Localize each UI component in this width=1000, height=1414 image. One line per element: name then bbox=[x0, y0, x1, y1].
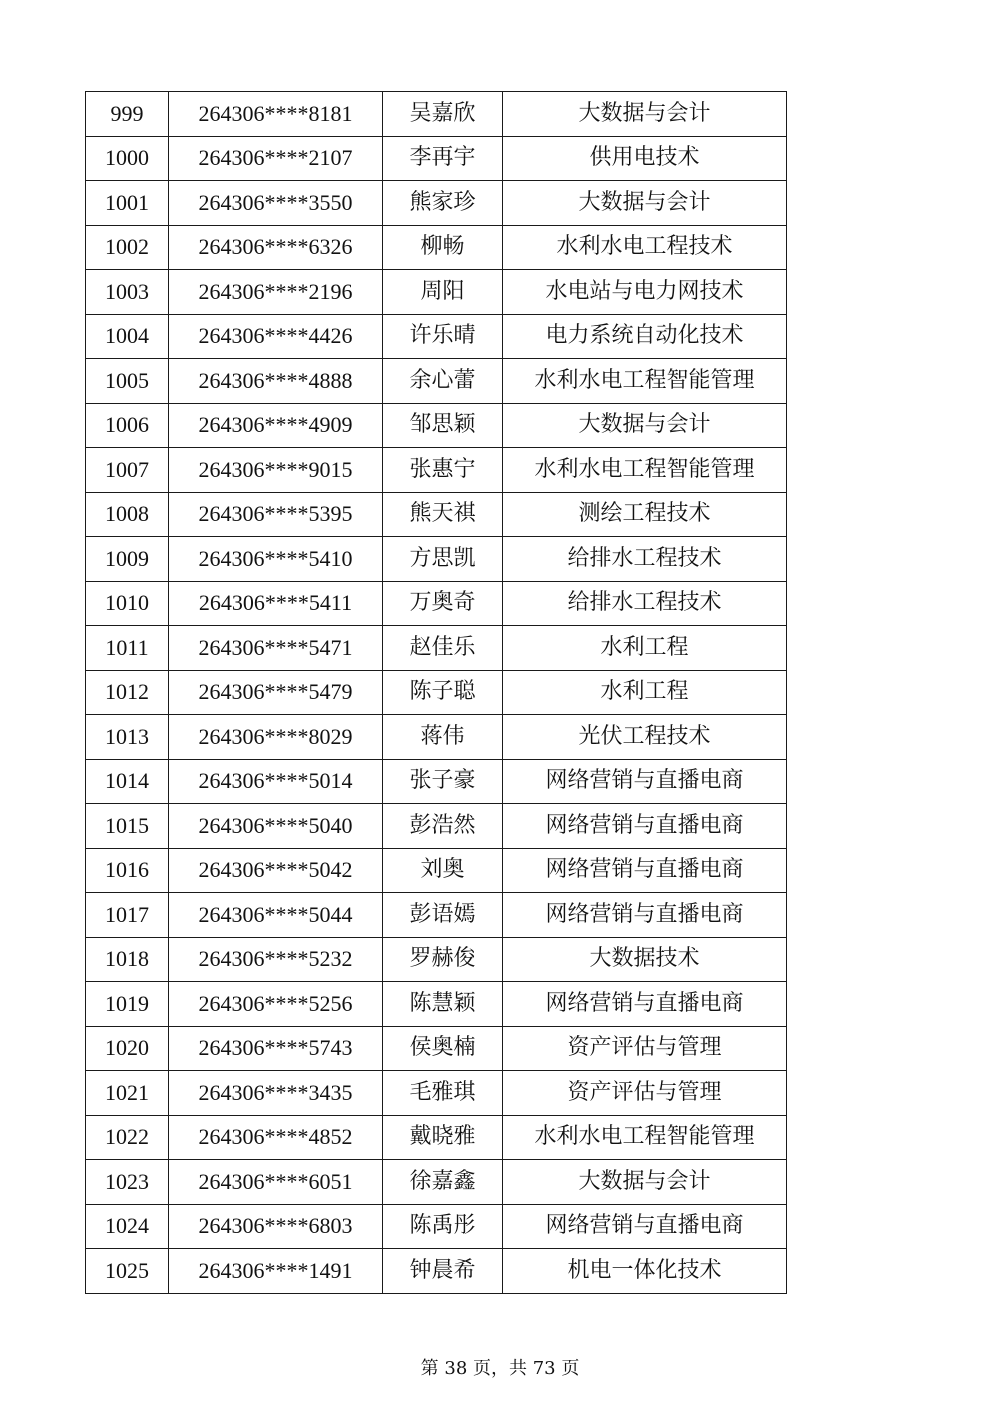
id-number-cell: 264306****3550 bbox=[169, 181, 383, 226]
row-number-cell: 1005 bbox=[86, 359, 169, 404]
student-name-cell: 彭语嫣 bbox=[383, 893, 503, 938]
table-row bbox=[86, 982, 787, 1027]
student-name-cell: 罗赫俊 bbox=[383, 937, 503, 982]
major-cell: 光伏工程技术 bbox=[503, 715, 787, 760]
row-number-cell: 1021 bbox=[86, 1071, 169, 1116]
row-number-cell: 1011 bbox=[86, 626, 169, 671]
row-number-cell: 1015 bbox=[86, 804, 169, 849]
major-cell: 网络营销与直播电商 bbox=[503, 893, 787, 938]
major-cell: 大数据与会计 bbox=[503, 92, 787, 137]
id-number-cell: 264306****5232 bbox=[169, 937, 383, 982]
student-name-cell: 刘奥 bbox=[383, 848, 503, 893]
student-roster-table bbox=[85, 91, 787, 1294]
table-row bbox=[86, 270, 787, 315]
major-cell: 大数据技术 bbox=[503, 937, 787, 982]
id-number-cell: 264306****5014 bbox=[169, 759, 383, 804]
table-row bbox=[86, 1115, 787, 1160]
table-row bbox=[86, 1160, 787, 1205]
student-name-cell: 邹思颖 bbox=[383, 403, 503, 448]
major-cell: 大数据与会计 bbox=[503, 403, 787, 448]
table-row bbox=[86, 403, 787, 448]
table-row bbox=[86, 893, 787, 938]
table-row bbox=[86, 581, 787, 626]
row-number-cell: 1016 bbox=[86, 848, 169, 893]
major-cell: 给排水工程技术 bbox=[503, 537, 787, 582]
student-name-cell: 钟晨希 bbox=[383, 1249, 503, 1294]
student-name-cell: 戴晓雅 bbox=[383, 1115, 503, 1160]
id-number-cell: 264306****5479 bbox=[169, 670, 383, 715]
student-name-cell: 李再宇 bbox=[383, 136, 503, 181]
row-number-cell: 1018 bbox=[86, 937, 169, 982]
id-number-cell: 264306****9015 bbox=[169, 448, 383, 493]
table-row bbox=[86, 1026, 787, 1071]
table-row bbox=[86, 92, 787, 137]
student-name-cell: 赵佳乐 bbox=[383, 626, 503, 671]
student-name-cell: 陈禹彤 bbox=[383, 1204, 503, 1249]
table-row bbox=[86, 492, 787, 537]
table-row bbox=[86, 181, 787, 226]
id-number-cell: 264306****2196 bbox=[169, 270, 383, 315]
student-name-cell: 吴嘉欣 bbox=[383, 92, 503, 137]
row-number-cell: 1024 bbox=[86, 1204, 169, 1249]
major-cell: 水利水电工程智能管理 bbox=[503, 1115, 787, 1160]
student-name-cell: 徐嘉鑫 bbox=[383, 1160, 503, 1205]
id-number-cell: 264306****5411 bbox=[169, 581, 383, 626]
id-number-cell: 264306****5044 bbox=[169, 893, 383, 938]
table-row bbox=[86, 715, 787, 760]
id-number-cell: 264306****5040 bbox=[169, 804, 383, 849]
id-number-cell: 264306****6326 bbox=[169, 225, 383, 270]
row-number-cell: 1012 bbox=[86, 670, 169, 715]
row-number-cell: 1002 bbox=[86, 225, 169, 270]
major-cell: 资产评估与管理 bbox=[503, 1026, 787, 1071]
student-name-cell: 方思凯 bbox=[383, 537, 503, 582]
major-cell: 测绘工程技术 bbox=[503, 492, 787, 537]
row-number-cell: 1017 bbox=[86, 893, 169, 938]
student-name-cell: 余心蕾 bbox=[383, 359, 503, 404]
row-number-cell: 1000 bbox=[86, 136, 169, 181]
major-cell: 水利水电工程智能管理 bbox=[503, 448, 787, 493]
student-name-cell: 彭浩然 bbox=[383, 804, 503, 849]
student-name-cell: 许乐晴 bbox=[383, 314, 503, 359]
id-number-cell: 264306****4426 bbox=[169, 314, 383, 359]
major-cell: 网络营销与直播电商 bbox=[503, 804, 787, 849]
table-row bbox=[86, 670, 787, 715]
major-cell: 网络营销与直播电商 bbox=[503, 982, 787, 1027]
major-cell: 网络营销与直播电商 bbox=[503, 759, 787, 804]
id-number-cell: 264306****8181 bbox=[169, 92, 383, 137]
row-number-cell: 1014 bbox=[86, 759, 169, 804]
table-row bbox=[86, 804, 787, 849]
id-number-cell: 264306****5471 bbox=[169, 626, 383, 671]
id-number-cell: 264306****3435 bbox=[169, 1071, 383, 1116]
page-footer: 第 38 页，共 73 页 bbox=[420, 1358, 580, 1379]
id-number-cell: 264306****2107 bbox=[169, 136, 383, 181]
student-name-cell: 张子豪 bbox=[383, 759, 503, 804]
table-row bbox=[86, 626, 787, 671]
id-number-cell: 264306****5256 bbox=[169, 982, 383, 1027]
major-cell: 水利工程 bbox=[503, 670, 787, 715]
id-number-cell: 264306****8029 bbox=[169, 715, 383, 760]
major-cell: 给排水工程技术 bbox=[503, 581, 787, 626]
row-number-cell: 999 bbox=[86, 92, 169, 137]
id-number-cell: 264306****5395 bbox=[169, 492, 383, 537]
major-cell: 大数据与会计 bbox=[503, 181, 787, 226]
table-row bbox=[86, 1071, 787, 1116]
id-number-cell: 264306****4909 bbox=[169, 403, 383, 448]
row-number-cell: 1008 bbox=[86, 492, 169, 537]
student-name-cell: 柳畅 bbox=[383, 225, 503, 270]
row-number-cell: 1009 bbox=[86, 537, 169, 582]
table-row bbox=[86, 759, 787, 804]
major-cell: 电力系统自动化技术 bbox=[503, 314, 787, 359]
row-number-cell: 1019 bbox=[86, 982, 169, 1027]
row-number-cell: 1020 bbox=[86, 1026, 169, 1071]
major-cell: 机电一体化技术 bbox=[503, 1249, 787, 1294]
student-name-cell: 毛雅琪 bbox=[383, 1071, 503, 1116]
row-number-cell: 1004 bbox=[86, 314, 169, 359]
table-row bbox=[86, 225, 787, 270]
student-name-cell: 陈慧颖 bbox=[383, 982, 503, 1027]
table-row bbox=[86, 136, 787, 181]
id-number-cell: 264306****4852 bbox=[169, 1115, 383, 1160]
id-number-cell: 264306****1491 bbox=[169, 1249, 383, 1294]
table-row bbox=[86, 314, 787, 359]
row-number-cell: 1010 bbox=[86, 581, 169, 626]
id-number-cell: 264306****6803 bbox=[169, 1204, 383, 1249]
row-number-cell: 1022 bbox=[86, 1115, 169, 1160]
table-row bbox=[86, 359, 787, 404]
student-name-cell: 张惠宁 bbox=[383, 448, 503, 493]
student-name-cell: 侯奥楠 bbox=[383, 1026, 503, 1071]
id-number-cell: 264306****5042 bbox=[169, 848, 383, 893]
major-cell: 水利水电工程智能管理 bbox=[503, 359, 787, 404]
student-name-cell: 熊家珍 bbox=[383, 181, 503, 226]
id-number-cell: 264306****6051 bbox=[169, 1160, 383, 1205]
row-number-cell: 1023 bbox=[86, 1160, 169, 1205]
table-row bbox=[86, 848, 787, 893]
major-cell: 水利工程 bbox=[503, 626, 787, 671]
major-cell: 资产评估与管理 bbox=[503, 1071, 787, 1116]
table-row bbox=[86, 937, 787, 982]
major-cell: 网络营销与直播电商 bbox=[503, 1204, 787, 1249]
table-row bbox=[86, 1249, 787, 1294]
table-row bbox=[86, 448, 787, 493]
id-number-cell: 264306****5410 bbox=[169, 537, 383, 582]
student-name-cell: 蒋伟 bbox=[383, 715, 503, 760]
major-cell: 水利水电工程技术 bbox=[503, 225, 787, 270]
major-cell: 大数据与会计 bbox=[503, 1160, 787, 1205]
id-number-cell: 264306****5743 bbox=[169, 1026, 383, 1071]
major-cell: 水电站与电力网技术 bbox=[503, 270, 787, 315]
student-name-cell: 万奥奇 bbox=[383, 581, 503, 626]
row-number-cell: 1003 bbox=[86, 270, 169, 315]
table-row bbox=[86, 537, 787, 582]
major-cell: 网络营销与直播电商 bbox=[503, 848, 787, 893]
major-cell: 供用电技术 bbox=[503, 136, 787, 181]
row-number-cell: 1001 bbox=[86, 181, 169, 226]
row-number-cell: 1025 bbox=[86, 1249, 169, 1294]
row-number-cell: 1006 bbox=[86, 403, 169, 448]
student-name-cell: 陈子聪 bbox=[383, 670, 503, 715]
table-row bbox=[86, 1204, 787, 1249]
student-name-cell: 周阳 bbox=[383, 270, 503, 315]
student-name-cell: 熊天祺 bbox=[383, 492, 503, 537]
row-number-cell: 1007 bbox=[86, 448, 169, 493]
row-number-cell: 1013 bbox=[86, 715, 169, 760]
roster-body bbox=[86, 92, 787, 1294]
id-number-cell: 264306****4888 bbox=[169, 359, 383, 404]
